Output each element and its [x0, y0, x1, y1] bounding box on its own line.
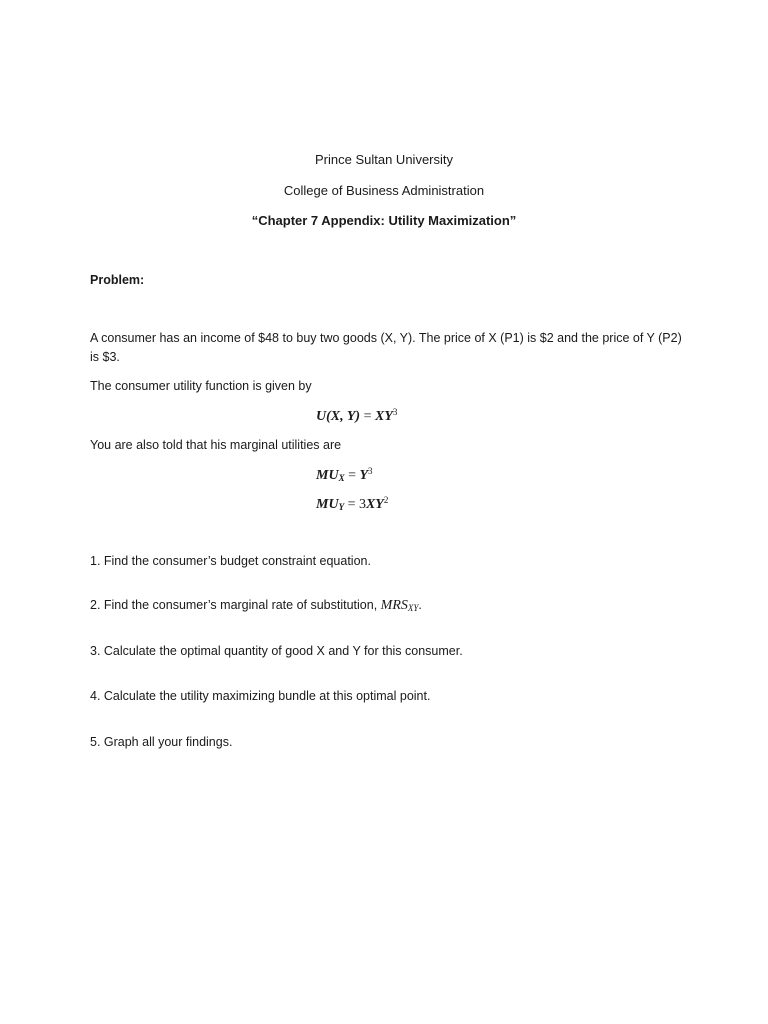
mux-equals: = [344, 468, 360, 483]
problem-label: Problem: [90, 273, 145, 287]
intro-text-line-2: is $3. [90, 350, 120, 364]
utility-function [316, 407, 397, 425]
question-2 [90, 598, 422, 614]
mux-base: MU [316, 468, 339, 483]
question-4: 4. Calculate the utility maximizing bundle at this optimal point. [90, 689, 431, 703]
intro-text-line-1: A consumer has an income of $48 to buy two goods (X, Y). The price of X (P1) is $2 and the price of Y (P2) [90, 331, 682, 345]
muy-sub: Y [338, 502, 345, 512]
muy-exponent: 2 [383, 495, 389, 505]
mrs-sub: XY [407, 603, 419, 613]
mrs-symbol [380, 598, 422, 613]
college-name: College of Business Administration [283, 183, 485, 198]
utility-lhs: U(X, Y) [316, 409, 361, 424]
utility-intro: The consumer utility function is given by [90, 379, 312, 393]
mrs-period: . [418, 598, 422, 612]
question-3: 3. Calculate the optimal quantity of good X and Y for this consumer. [90, 644, 463, 658]
utility-rhs: XY [374, 409, 393, 424]
mux-exponent: 3 [368, 466, 373, 476]
mrs-base: MRS [380, 598, 408, 613]
question-5: 5. Graph all your findings. [90, 735, 233, 749]
utility-exponent: 3 [392, 407, 398, 417]
mux-rhs: Y [359, 468, 369, 483]
utility-equals: = [360, 409, 375, 424]
muy-base: MU [316, 497, 339, 512]
mux-sub: X [338, 473, 345, 483]
question-2-text: 2. Find the consumer’s marginal rate of substitution, [90, 598, 378, 612]
muy-coef: 3 [358, 497, 366, 512]
muy-equals: = [344, 497, 359, 512]
question-1: 1. Find the consumer’s budget constraint equation. [90, 554, 371, 568]
document-title: “Chapter 7 Appendix: Utility Maximization” [251, 213, 517, 228]
marginal-intro: You are also told that his marginal utilities are [90, 438, 342, 452]
marginal-utility-x [316, 466, 373, 484]
university-name: Prince Sultan University [315, 152, 453, 167]
marginal-utility-y [316, 495, 388, 513]
muy-rhs: XY [365, 497, 384, 512]
